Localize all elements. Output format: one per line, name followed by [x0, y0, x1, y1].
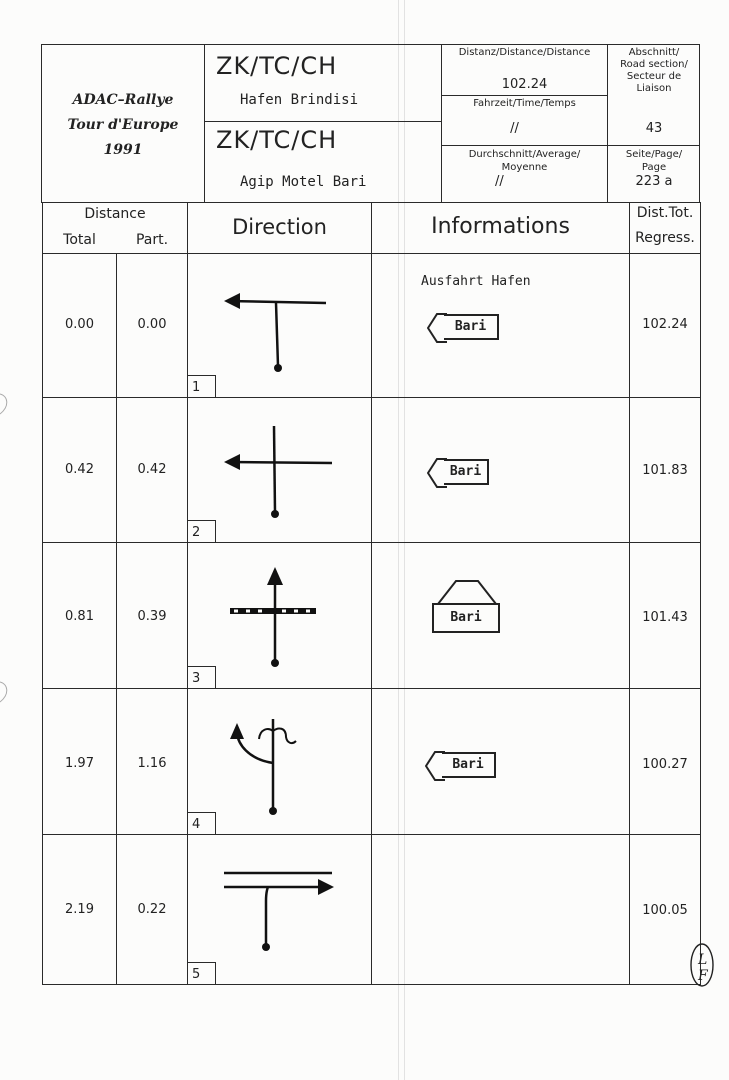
- row-regress: 100.27: [642, 757, 688, 772]
- crossroads-left-icon: [188, 398, 371, 542]
- section-label-1: Abschnitt/: [628, 47, 680, 58]
- col-header-distance: Distance: [84, 206, 146, 222]
- zk-from-label: ZK/TC/CH: [216, 52, 338, 80]
- page-label-2: Page: [641, 162, 667, 173]
- row-regress: 101.43: [642, 610, 688, 625]
- row-number: 3: [188, 666, 216, 688]
- time-label: Fahrzeit/Time/Temps: [473, 98, 576, 109]
- direction-sign: Bari: [444, 459, 489, 485]
- average-value: //: [495, 174, 504, 189]
- col-header-part: Part.: [135, 232, 169, 248]
- average-label-2: Moyenne: [501, 162, 548, 173]
- average-label: Durchschnitt/Average/: [468, 149, 581, 160]
- row-total: 0.00: [65, 317, 94, 332]
- direction-sign: Bari: [444, 314, 499, 340]
- zk-to-place: Agip Motel Bari: [240, 174, 367, 190]
- t-junction-left-icon: [188, 254, 371, 397]
- direction-sign: Bari: [442, 752, 496, 778]
- row-total: 2.19: [65, 902, 94, 917]
- rally-name-line1: ADAC–Rallye: [72, 92, 174, 108]
- col-header-direction: Direction: [232, 215, 327, 239]
- zk-to-label: ZK/TC/CH: [216, 126, 338, 154]
- col-header-regress: Regress.: [635, 230, 695, 246]
- info-note: Ausfahrt Hafen: [421, 274, 531, 289]
- page-label-1: Seite/Page/: [625, 149, 683, 160]
- svg-text:L: L: [698, 952, 708, 968]
- row-part: 0.22: [137, 902, 167, 917]
- initials-stamp: [689, 942, 715, 988]
- row-part: 0.39: [137, 609, 167, 624]
- col-header-informations: Informations: [431, 214, 570, 239]
- time-value: //: [510, 121, 519, 136]
- zk-from-place: Hafen Brindisi: [240, 92, 359, 108]
- svg-text:F: F: [698, 968, 708, 984]
- row-part: 1.16: [137, 756, 167, 771]
- row-total: 1.97: [65, 756, 94, 771]
- row-number: 2: [188, 520, 216, 542]
- distance-value: 102.24: [501, 77, 548, 92]
- section-label-2: Road section/: [620, 59, 688, 70]
- row-regress: 101.83: [642, 463, 688, 478]
- straight-over-railway-icon: [188, 543, 371, 688]
- rally-year: 1991: [103, 142, 143, 158]
- direction-sign: Bari: [432, 603, 500, 633]
- fork-keep-left-icon: [188, 689, 371, 834]
- row-part: 0.42: [137, 462, 167, 477]
- col-header-total: Total: [63, 232, 96, 248]
- row-total: 0.81: [65, 609, 94, 624]
- join-turn-right-icon: [188, 835, 371, 984]
- row-number: 1: [188, 375, 216, 397]
- sign-hanger-icon: [430, 578, 504, 604]
- rally-name-line2: Tour d'Europe: [67, 117, 179, 133]
- binder-hole-mark: [0, 680, 14, 704]
- page-value: 223 a: [635, 174, 673, 189]
- distance-label: Distanz/Distance/Distance: [458, 47, 591, 58]
- binder-hole-mark: [0, 392, 14, 416]
- row-regress: 102.24: [642, 317, 688, 332]
- row-total: 0.42: [65, 462, 94, 477]
- row-regress: 100.05: [642, 903, 688, 918]
- row-number: 5: [188, 962, 216, 984]
- section-label-4: Liaison: [636, 83, 672, 94]
- col-header-dist-tot: Dist.Tot.: [636, 205, 694, 221]
- section-label-3: Secteur de: [626, 71, 682, 82]
- row-number: 4: [188, 812, 216, 834]
- row-part: 0.00: [137, 317, 167, 332]
- section-value: 43: [645, 121, 663, 136]
